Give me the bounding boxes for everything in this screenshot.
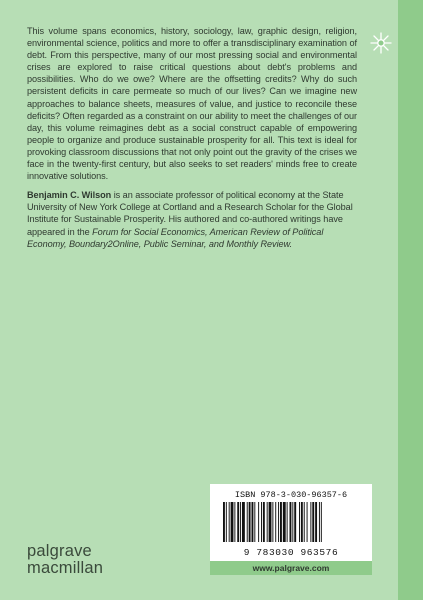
spine-strip (398, 0, 423, 600)
author-publication-venues: Forum for Social Economics, American Review of Political Economy, Boundary2Online, Public Seminar, and Monthly Review. (27, 226, 324, 249)
author-bio-text: is an associate professor of political economy at the State University of New York College at Cortland and a Research Scholar for the Global Institute for Sustainable Prosperity. His authored and co-authored writings have appeared in the (27, 190, 353, 237)
publisher-name-line2: macmillan (27, 559, 104, 577)
barcode-icon (223, 502, 361, 542)
author-bio (27, 189, 357, 249)
palgrave-logo-icon (368, 30, 394, 56)
publisher-name-line1: palgrave (27, 542, 92, 560)
publisher-website: www.palgrave.com (210, 561, 372, 575)
author-name: Benjamin C. Wilson (27, 190, 112, 201)
publisher-logo (27, 543, 103, 577)
isbn-digits: 9 783030 963576 (243, 547, 339, 558)
book-description: This volume spans economics, history, sociology, law, graphic design, religion, environmental science, politics and more to offer a transdisciplinary examination of debt. From this perspective, many of our most pressing social and environmental crises are explored to raise critical questions about debt's problems and possibilities. Who do we owe? Where are the offsetting credits? Why do such persistent deficits in care permeate so much of our lives? Can we imagine new approaches to balance sheets, measures of value, and justice to reconcile these deficits? Often regarded as a constraint on our ability to meet the challenges of our day, this volume reimagines debt as a social construct capable of empowering people to organize and produce sustainable prosperity for all. This text is ideal for provoking classroom discussions that not only point out the gravity of the crises we face in the twenty-first century, but also seeks to set readers' minds free to create innovative solutions. (27, 26, 357, 182)
text-block (27, 25, 357, 250)
isbn-barcode-box (210, 484, 372, 571)
isbn-label: ISBN 978-3-030-96357-6 (234, 490, 348, 500)
